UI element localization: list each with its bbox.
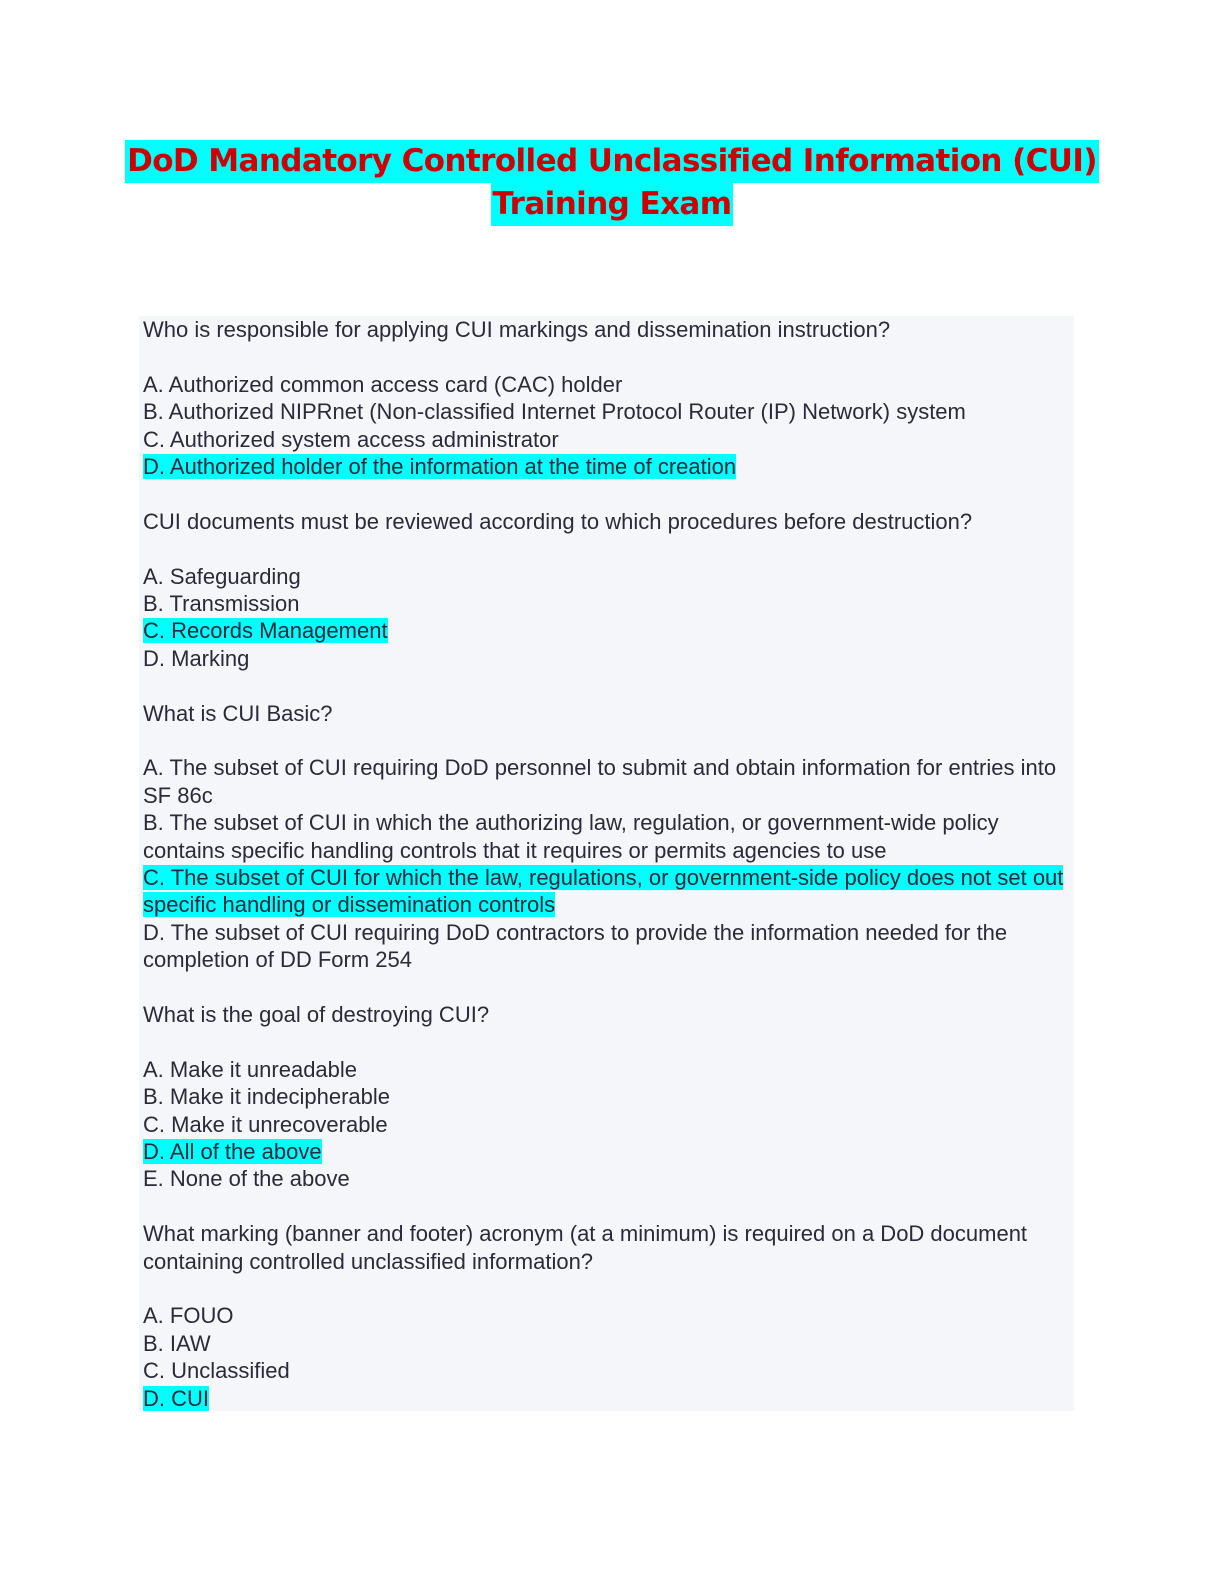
answer-option [143, 809, 1073, 864]
answer-option [143, 919, 1073, 974]
option-text: D. The subset of CUI requiring DoD contractors to provide the information needed for the completion of DD Form 254 [143, 919, 1008, 973]
option-text: C. Authorized system access administrator [143, 426, 559, 452]
option-text: A. Make it unreadable [143, 1056, 358, 1082]
answer-option [143, 1056, 1073, 1083]
answer-option-correct [143, 1385, 1073, 1412]
highlighted-answer: D. All of the above [143, 1139, 322, 1165]
question-item [143, 700, 1073, 974]
option-text: B. Transmission [143, 591, 300, 617]
option-text: E. None of the above [143, 1166, 350, 1192]
title-line-1: DoD Mandatory Controlled Unclassified Information (CUI) [125, 140, 1099, 183]
answer-option-correct [143, 864, 1073, 919]
option-text: B. IAW [143, 1330, 211, 1356]
answer-options [143, 1056, 1073, 1193]
question-item [143, 508, 1073, 672]
title-line-2: Training Exam [491, 183, 734, 226]
document-title [0, 140, 1224, 226]
question-text: What is the goal of destroying CUI? [143, 1002, 490, 1028]
answer-option-correct [143, 617, 1073, 644]
option-text: C. Unclassified [143, 1358, 290, 1384]
answer-option [143, 1302, 1073, 1329]
question-text: What marking (banner and footer) acronym (at a minimum) is required on a DoD document containing controlled unclassified information? [143, 1221, 1028, 1274]
answer-option [143, 1111, 1073, 1138]
answer-option [143, 1330, 1073, 1357]
answer-option [143, 563, 1073, 590]
answer-option [143, 590, 1073, 617]
highlighted-answer: C. The subset of CUI for which the law, regulations, or government-side policy does not set out specific handling or dissemination controls [143, 865, 1064, 918]
answer-option [143, 426, 1073, 453]
question-item [143, 1220, 1073, 1412]
answer-option [143, 1165, 1073, 1192]
question-text: CUI documents must be reviewed according to which procedures before destruction? [143, 508, 973, 534]
question-list [143, 316, 1073, 1440]
option-text: A. The subset of CUI requiring DoD personnel to submit and obtain information for entries into SF 86c [143, 755, 1057, 808]
option-text: B. Make it indecipherable [143, 1084, 391, 1110]
answer-option [143, 398, 1073, 425]
answer-option [143, 1357, 1073, 1384]
highlighted-answer: D. Authorized holder of the information at the time of creation [143, 454, 737, 480]
answer-options [143, 371, 1073, 481]
answer-option-correct [143, 453, 1073, 480]
highlighted-answer: D. CUI [143, 1385, 209, 1411]
option-text: A. FOUO [143, 1303, 234, 1329]
option-text: C. Make it unrecoverable [143, 1111, 388, 1137]
answer-options [143, 563, 1073, 673]
answer-option [143, 754, 1073, 809]
answer-option [143, 1083, 1073, 1110]
question-item [143, 316, 1073, 480]
answer-option [143, 371, 1073, 398]
option-text: B. The subset of CUI in which the authorizing law, regulation, or government-wide policy contains specific handling controls that it requires or permits agencies to use [143, 810, 999, 863]
question-text: What is CUI Basic? [143, 700, 333, 726]
option-text: A. Authorized common access card (CAC) holder [143, 371, 623, 397]
answer-options [143, 754, 1073, 973]
highlighted-answer: C. Records Management [143, 618, 388, 644]
option-text: A. Safeguarding [143, 563, 301, 589]
answer-option-correct [143, 1138, 1073, 1165]
answer-option [143, 645, 1073, 672]
question-text: Who is responsible for applying CUI markings and dissemination instruction? [143, 317, 891, 342]
option-text: B. Authorized NIPRnet (Non-classified Internet Protocol Router (IP) Network) system [143, 399, 966, 425]
answer-options [143, 1302, 1073, 1412]
question-item [143, 1001, 1073, 1193]
option-text: D. Marking [143, 645, 250, 671]
